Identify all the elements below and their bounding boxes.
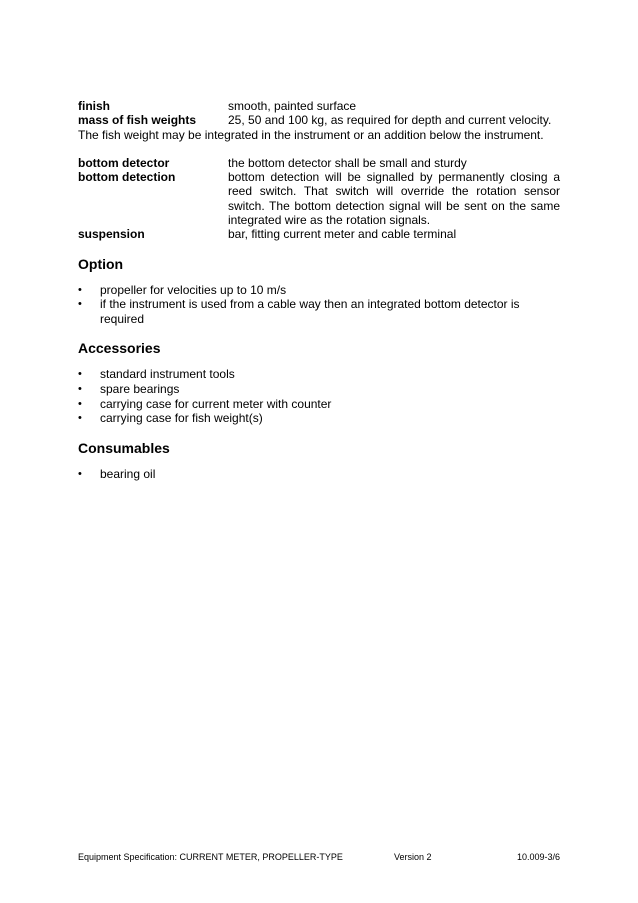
spec-term: suspension [78, 227, 145, 242]
bullet-icon: • [78, 283, 82, 296]
spec-row-bottom-detector [78, 156, 560, 170]
accessories-heading: Accessories [78, 340, 161, 357]
list-item-text: standard instrument tools [100, 367, 235, 382]
bullet-icon: • [78, 298, 82, 311]
spec-row-suspension [78, 227, 560, 241]
bullet-icon: • [78, 467, 82, 480]
list-item-text: if the instrument is used from a cable way then an integrated bottom detector is required [100, 297, 520, 326]
fish-weight-note: The fish weight may be integrated in the instrument or an addition below the instrument. [78, 127, 544, 142]
option-list [78, 283, 560, 327]
page-footer [78, 852, 560, 863]
consumables-list [78, 467, 560, 482]
spec-row-bottom-detection [78, 170, 560, 227]
list-item [78, 467, 560, 482]
list-item [78, 297, 560, 326]
option-heading: Option [78, 255, 124, 272]
accessories-list [78, 367, 560, 425]
consumables-heading: Consumables [78, 439, 170, 456]
list-item [78, 382, 560, 397]
spec-row-finish [78, 99, 560, 113]
spec-definition: bar, fitting current meter and cable terminal [228, 227, 457, 242]
spec-row-mass-of-fish-weights [78, 113, 560, 127]
list-item-text: carrying case for fish weight(s) [100, 411, 263, 426]
list-item-text: propeller for velocities up to 10 m/s [100, 282, 287, 297]
footer-version: Version 2 [394, 852, 432, 862]
bullet-icon: • [78, 368, 82, 381]
list-item-text: spare bearings [100, 382, 180, 397]
spec-term: mass of fish weights [78, 113, 197, 128]
spec-definition: bottom detection will be signalled by permanently closing a reed switch. That switch will override the rotation sensor switch. The bottom detection signal will be sent on the same integrated wire as the rotation signals. [228, 170, 560, 228]
list-item-text: bearing oil [100, 466, 156, 481]
spec-definition: 25, 50 and 100 kg, as required for depth and current velocity. [228, 113, 552, 128]
list-item [78, 411, 560, 426]
document-body [78, 99, 560, 481]
list-item-text: carrying case for current meter with counter [100, 396, 332, 411]
list-item [78, 283, 560, 298]
bullet-icon: • [78, 383, 82, 396]
list-item [78, 367, 560, 382]
bullet-icon: • [78, 412, 82, 425]
spec-definition: the bottom detector shall be small and sturdy [228, 155, 467, 170]
footer-page-ref: 10.009-3/6 [516, 852, 560, 862]
spec-term: bottom detector [78, 155, 170, 170]
bullet-icon: • [78, 397, 82, 410]
spec-term: finish [78, 99, 110, 113]
footer-title: Equipment Specification: CURRENT METER, PROPELLER-TYPE [78, 852, 343, 862]
spec-definition: smooth, painted surface [228, 99, 357, 113]
list-item [78, 397, 560, 412]
spec-term: bottom detection [78, 170, 176, 185]
